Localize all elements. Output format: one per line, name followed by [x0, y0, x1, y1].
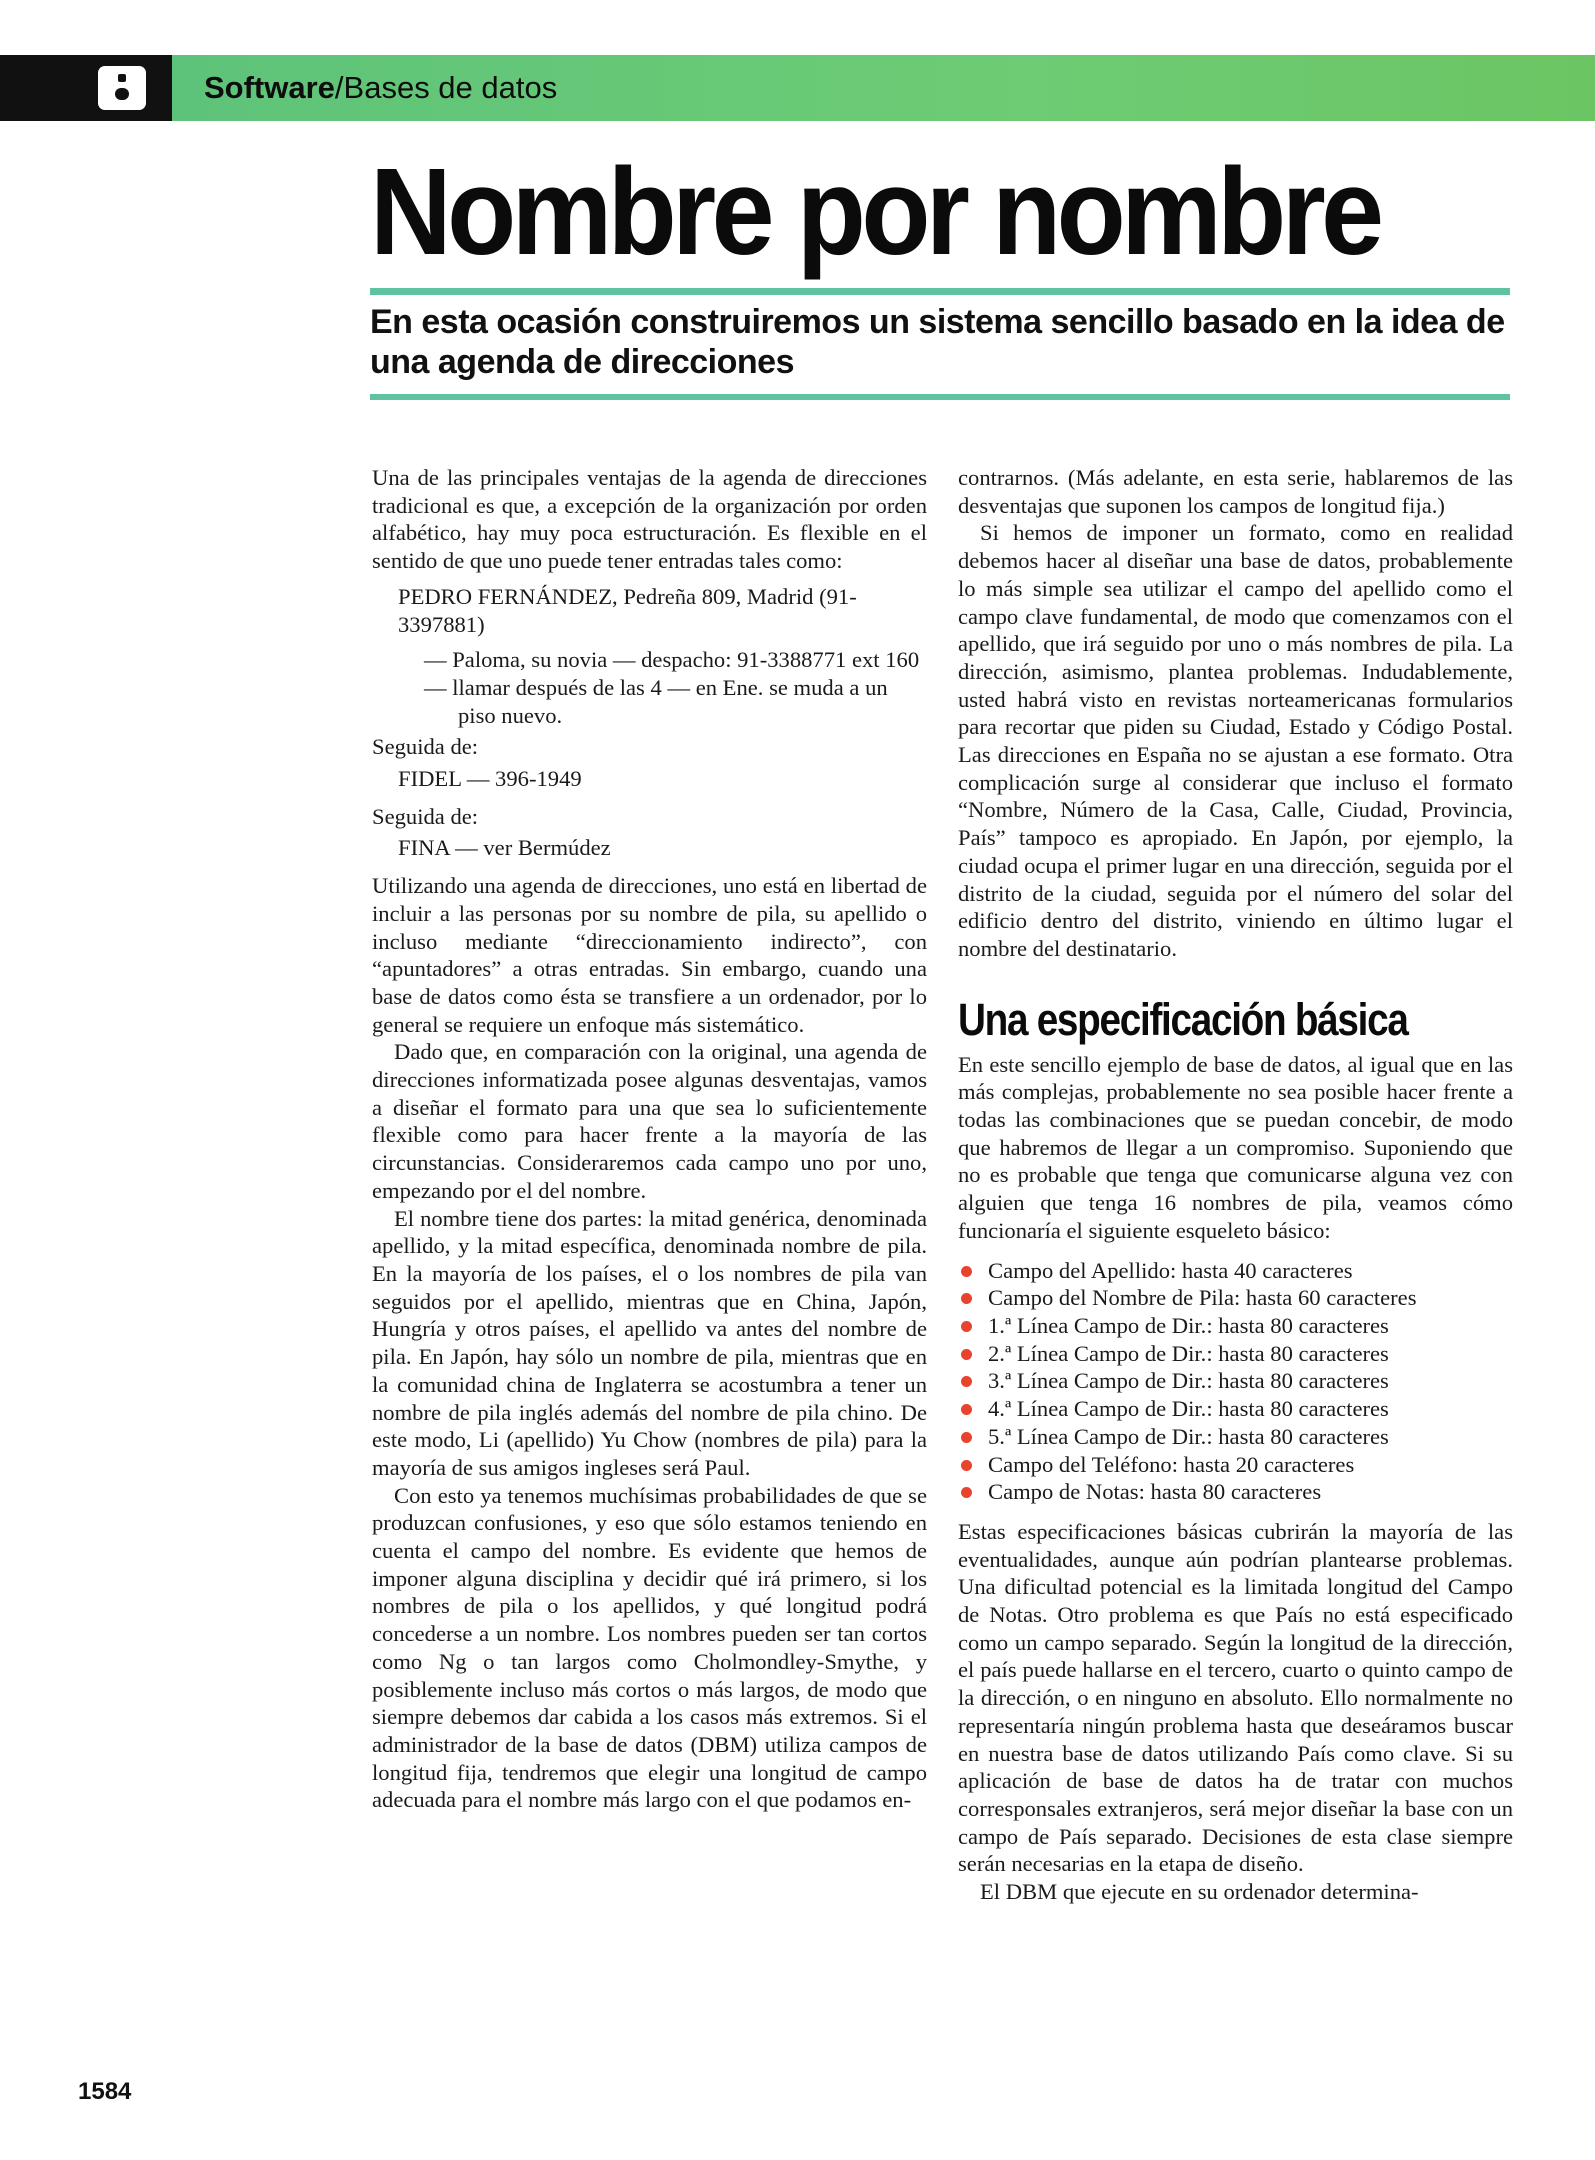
- example-entry-1: PEDRO FERNÁNDEZ, Pedreña 809, Madrid (91-3397881): [398, 583, 857, 637]
- example-entry-3: FINA — ver Bermúdez: [398, 835, 611, 861]
- body-paragraph: En este sencillo ejemplo de base de datos, al igual que en las más complejas, probablemente no sea posible hacer frente a todas las combinaciones que se puedan concebir, de modo que habremos de llegar a un compromiso. Suponiendo que no es probable que tenga que comunicarse alguna vez con alguien que tenga 16 nombres de pila, veamos cómo funcionaría el siguiente esqueleto básico:: [958, 1051, 1513, 1243]
- body-paragraph: contrarnos. (Más adelante, en esta serie, hablaremos de las desventajas que suponen los campos de longitud fija.): [958, 465, 1513, 518]
- followed-by-1: Seguida de:: [372, 734, 479, 760]
- list-item: [958, 1395, 1513, 1423]
- list-item-text: 1.ª Línea Campo de Dir.: hasta 80 caracteres: [988, 1312, 1389, 1338]
- bullet-icon: [961, 1432, 972, 1443]
- list-item: [958, 1340, 1513, 1368]
- right-column: [958, 464, 1513, 1906]
- list-item-text: Campo del Nombre de Pila: hasta 60 caracteres: [988, 1285, 1417, 1311]
- bullet-icon: [961, 1460, 972, 1471]
- title-rule-bottom: [370, 394, 1510, 400]
- body-paragraph: Estas especificaciones básicas cubrirán la mayoría de las eventualidades, aunque aún podrían plantearse problemas. Una dificultad potencial es la limitada longitud del Campo de Notas. Otro problema es que País no está especificado como un campo separado. Según la longitud de la dirección, el país puede hallarse en el tercero, cuarto o quinto campo de la dirección, o en ninguno en absoluto. Ello normalmente no representaría ningún problema hasta que deseáramos buscar en nuestra base de datos utilizando País como clave. Si su aplicación de base de datos ha de tratar con muchos corresponsales extranjeros, será mejor diseñar la base con un campo de País separado. Decisiones de esta clase siempre serán necesarias en la etapa de diseño.: [958, 1518, 1513, 1877]
- list-item-text: Campo del Teléfono: hasta 20 caracteres: [988, 1451, 1355, 1477]
- list-item: [958, 1257, 1513, 1285]
- list-item: [958, 1312, 1513, 1340]
- list-item: [958, 1367, 1513, 1395]
- list-item-text: 3.ª Línea Campo de Dir.: hasta 80 caracteres: [988, 1368, 1389, 1394]
- body-paragraph: Con esto ya tenemos muchísimas probabilidades de que se produzcan confusiones, y eso que sólo estamos teniendo en cuenta el campo del nombre. Es evidente que hemos de imponer alguna disciplina y decidir qué irá primero, si los nombres de pila o los apellidos, y qué longitud podrá concederse a un nombre. Los nombres pueden ser tan cortos como Ng o tan largos como Cholmondley-Smythe, y posiblemente incluso más cortos o más largos, de modo que siempre debemos dar cabida a los casos más extremos. Si el administrador de la base de datos (DBM) utiliza campos de longitud fija, tendremos que elegir una longitud de campo adecuada para el nombre más largo con el que podamos en-: [372, 1482, 927, 1813]
- list-item-text: Campo de Notas: hasta 80 caracteres: [988, 1479, 1322, 1505]
- section-label: [204, 66, 557, 110]
- section-label-rest: /Bases de datos: [334, 70, 558, 105]
- subtitle: En esta ocasión construiremos un sistema sencillo basado en la idea de una agenda de direcciones: [370, 303, 1505, 381]
- intro-paragraph: Una de las principales ventajas de la agenda de direcciones tradicional es que, a excepción de la organización por orden alfabético, hay muy poca estructuración. Es flexible en el sentido de que uno puede tener entradas tales como:: [372, 465, 927, 574]
- list-item: [958, 1451, 1513, 1479]
- body-paragraph: El nombre tiene dos partes: la mitad genérica, denominada apellido, y la mitad específica, denominada nombre de pila. En la mayoría de los países, el o los nombres de pila van seguidos por el apellido, mientras que en China, Japón, Hungría y otros países, el apellido va antes del nombre de pila. En Japón, hay sólo un nombre de pila, mientras que en la comunidad china de Inglaterra se acostumbra a tener un nombre de pila inglés además del nombre de pila chino. De este modo, Li (apellido) Yu Chow (nombres de pila) para la mayoría de sus amigos ingleses será Paul.: [372, 1205, 927, 1480]
- header-black-block: [0, 55, 172, 121]
- bullet-icon: [961, 1404, 972, 1415]
- page-number: 1584: [78, 2078, 132, 2105]
- list-item: [958, 1423, 1513, 1451]
- list-item-text: Campo del Apellido: hasta 40 caracteres: [988, 1257, 1353, 1283]
- body-paragraph: Utilizando una agenda de direcciones, uno está en libertad de incluir a las personas por su nombre de pila, su apellido o incluso mediante “direccionamiento indirecto”, con “apuntadores” a otras entradas. Sin embargo, cuando una base de datos como ésta se transfiere a un ordenador, por lo general se requiere un enfoque más sistemático.: [372, 873, 927, 1037]
- list-item: [958, 1478, 1513, 1506]
- bullet-icon: [961, 1487, 972, 1498]
- section-label-bold: Software: [204, 70, 335, 105]
- bullet-icon: [961, 1349, 972, 1360]
- left-column: [372, 464, 927, 1814]
- spec-list: [958, 1257, 1513, 1506]
- example-entry-2: FIDEL — 396-1949: [398, 766, 582, 792]
- body-paragraph: Si hemos de imponer un formato, como en realidad debemos hacer al diseñar una base de datos, probablemente lo más simple sea utilizar el campo del apellido como el campo clave fundamental, de modo que comenzamos con el apellido, que irá seguido por uno o más nombres de pila. La dirección, asimismo, plantea problemas. Indudablemente, usted habrá visto en revistas norteamericanas formularios para recortar que piden su Ciudad, Estado y Código Postal. Las direcciones en España no se ajustan a ese formato. Otra complicación surge al considerar que incluso el formato “Nombre, Número de la Casa, Calle, Ciudad, Provincia, País” tampoco es apropiado. En Japón, por ejemplo, la ciudad ocupa el primer lugar en una dirección, seguida por el distrito de la ciudad, seguida por el número del solar del edificio dentro del distrito, viniendo en último lugar el nombre del destinatario.: [958, 520, 1513, 961]
- bullet-icon: [961, 1321, 972, 1332]
- example-entry-1a: — Paloma, su novia — despacho: 91-3388771 ext 160: [424, 647, 920, 673]
- bullet-icon: [961, 1376, 972, 1387]
- list-item-text: 5.ª Línea Campo de Dir.: hasta 80 caracteres: [988, 1423, 1389, 1449]
- list-item-text: 2.ª Línea Campo de Dir.: hasta 80 caracteres: [988, 1340, 1389, 1366]
- floppy-disk-icon: [98, 66, 146, 110]
- title-rule-top: [370, 288, 1510, 295]
- example-entry-1b: — llamar después de las 4 — en Ene. se muda a un piso nuevo.: [424, 674, 888, 728]
- body-paragraph: El DBM que ejecute en su ordenador determina-: [980, 1879, 1419, 1905]
- list-item: [958, 1284, 1513, 1312]
- bullet-icon: [961, 1266, 972, 1277]
- bullet-icon: [961, 1293, 972, 1304]
- followed-by-2: Seguida de:: [372, 803, 479, 829]
- page-title: Nombre por nombre: [370, 144, 1380, 281]
- list-item-text: 4.ª Línea Campo de Dir.: hasta 80 caracteres: [988, 1396, 1389, 1422]
- body-paragraph: Dado que, en comparación con la original, una agenda de direcciones informatizada posee algunas desventajas, vamos a diseñar el formato para una que sea lo suficientemente flexible como para hacer frente a la mayoría de las circunstancias. Consideraremos cada campo uno por uno, empezando por el del nombre.: [372, 1039, 927, 1203]
- section-heading: Una especificación básica: [958, 993, 1408, 1045]
